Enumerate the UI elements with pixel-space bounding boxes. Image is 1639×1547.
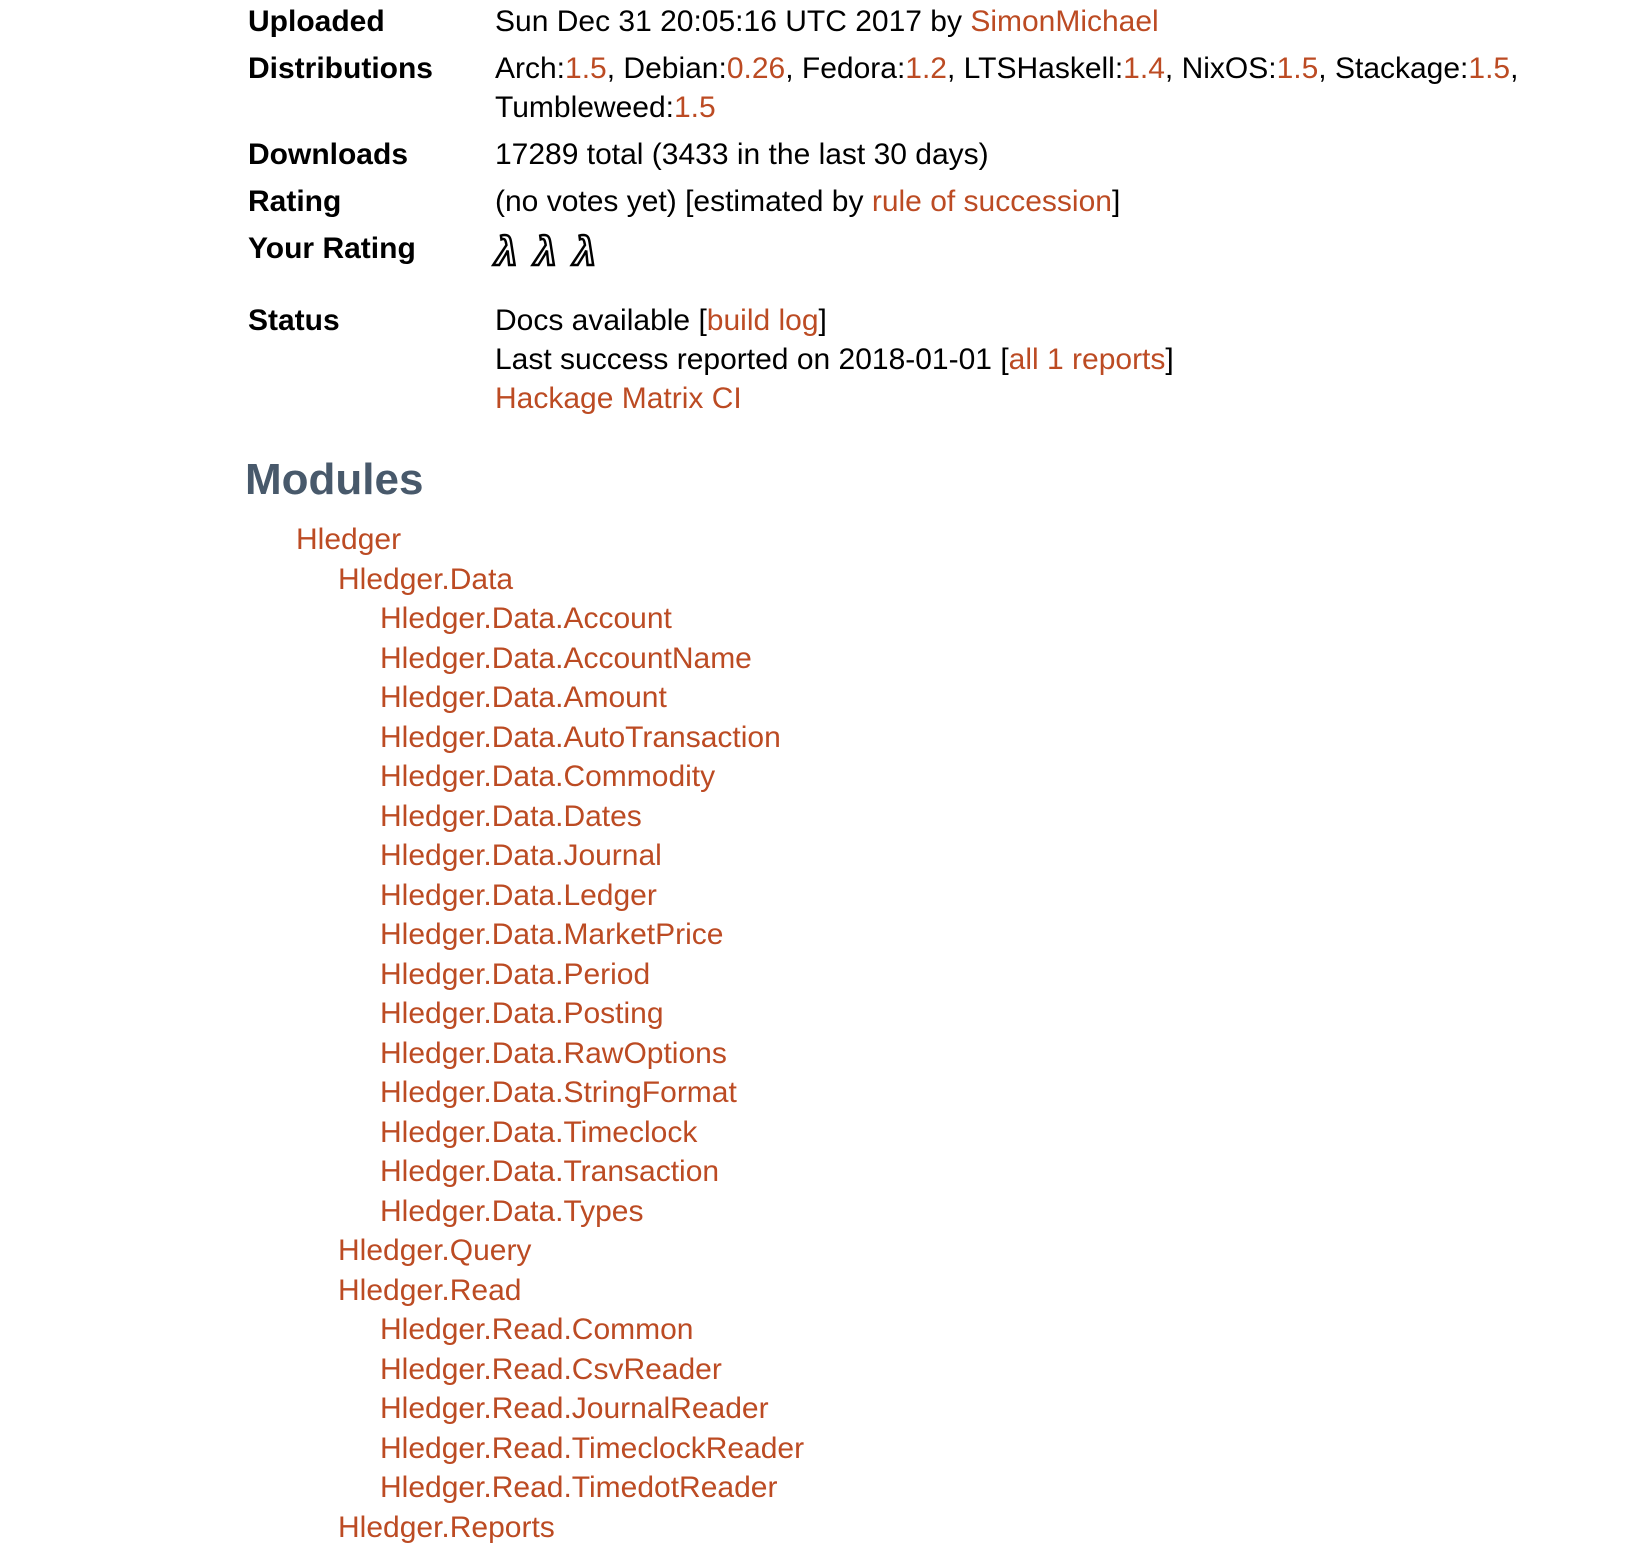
all-reports-link[interactable]: all 1 reports bbox=[1009, 343, 1166, 376]
module-link[interactable]: Hledger.Data.Period bbox=[380, 958, 650, 991]
module-link[interactable]: Hledger.Read.TimeclockReader bbox=[380, 1432, 804, 1465]
module-row bbox=[245, 955, 1639, 995]
module-row bbox=[245, 1073, 1639, 1113]
module-tree bbox=[245, 520, 1639, 1547]
module-row bbox=[245, 836, 1639, 876]
distribution-version-link[interactable]: 0.26 bbox=[727, 52, 785, 85]
module-row bbox=[245, 1350, 1639, 1390]
module-link[interactable]: Hledger.Data.Types bbox=[380, 1195, 643, 1228]
prop-value-downloads: 17289 total (3433 in the last 30 days) bbox=[495, 135, 1555, 174]
distribution-name: NixOS: bbox=[1182, 52, 1277, 85]
rating-lambda-icon[interactable]: λ bbox=[495, 229, 517, 275]
module-link[interactable]: Hledger.Read bbox=[338, 1274, 521, 1307]
module-link[interactable]: Hledger.Read.JournalReader bbox=[380, 1392, 769, 1425]
rating-lambda-icon[interactable]: λ bbox=[534, 229, 556, 275]
module-link[interactable]: Hledger.Data.StringFormat bbox=[380, 1076, 737, 1109]
properties-table bbox=[245, 2, 1639, 418]
prop-label-downloads: Downloads bbox=[245, 135, 495, 174]
rating-text: (no votes yet) [estimated by bbox=[495, 185, 872, 218]
module-row bbox=[245, 1468, 1639, 1508]
distribution-version-link[interactable]: 1.5 bbox=[674, 91, 716, 124]
prop-label-status: Status bbox=[245, 301, 495, 418]
rule-of-succession-link[interactable]: rule of succession bbox=[872, 185, 1112, 218]
prop-label-uploaded: Uploaded bbox=[245, 2, 495, 41]
prop-value-status bbox=[495, 301, 1555, 418]
module-row bbox=[245, 1271, 1639, 1311]
module-link[interactable]: Hledger.Data.Amount bbox=[380, 681, 667, 714]
rating-lambda-icon[interactable]: λ bbox=[574, 229, 596, 275]
module-row bbox=[245, 1192, 1639, 1232]
status-line-docs bbox=[495, 301, 1555, 340]
module-row bbox=[245, 915, 1639, 955]
module-row bbox=[245, 599, 1639, 639]
distribution-version-link[interactable]: 1.5 bbox=[1277, 52, 1319, 85]
module-row bbox=[245, 1429, 1639, 1469]
module-link[interactable]: Hledger.Data.RawOptions bbox=[380, 1037, 727, 1070]
module-link[interactable]: Hledger.Read.CsvReader bbox=[380, 1353, 722, 1386]
status-line-success bbox=[495, 340, 1555, 379]
your-rating-widget bbox=[495, 229, 1555, 279]
distribution-version-link[interactable]: 1.4 bbox=[1123, 52, 1165, 85]
module-link[interactable]: Hledger bbox=[296, 523, 401, 556]
module-row bbox=[245, 718, 1639, 758]
prop-value-distributions: Arch:1.5, Debian:0.26, Fedora:1.2, LTSHaskell:1.4, NixOS:1.5, Stackage:1.5, Tumbleweed:1.5 bbox=[495, 49, 1555, 127]
uploader-link[interactable]: SimonMichael bbox=[970, 5, 1158, 38]
status-success-suffix: ] bbox=[1165, 343, 1173, 376]
module-row bbox=[245, 994, 1639, 1034]
module-link[interactable]: Hledger.Data.AccountName bbox=[380, 642, 752, 675]
module-row bbox=[245, 1231, 1639, 1271]
module-link[interactable]: Hledger.Data.AutoTransaction bbox=[380, 721, 781, 754]
module-link[interactable]: Hledger.Data.Timeclock bbox=[380, 1116, 697, 1149]
module-row bbox=[245, 797, 1639, 837]
status-docs-suffix: ] bbox=[819, 304, 827, 337]
module-row bbox=[245, 1508, 1639, 1547]
distribution-name: Debian: bbox=[623, 52, 726, 85]
module-row bbox=[245, 1034, 1639, 1074]
module-link[interactable]: Hledger.Data.Account bbox=[380, 602, 672, 635]
status-docs-text: Docs available [ bbox=[495, 304, 707, 337]
distribution-name: Arch: bbox=[495, 52, 565, 85]
distribution-name: Fedora: bbox=[802, 52, 905, 85]
module-link[interactable]: Hledger.Data bbox=[338, 563, 513, 596]
module-link[interactable]: Hledger.Read.TimedotReader bbox=[380, 1471, 777, 1504]
status-success-text: Last success reported on 2018-01-01 [ bbox=[495, 343, 1009, 376]
module-row bbox=[245, 1113, 1639, 1153]
distribution-name: LTSHaskell: bbox=[964, 52, 1124, 85]
prop-value-uploaded bbox=[495, 2, 1555, 41]
status-line-matrix bbox=[495, 379, 1555, 418]
distribution-version-link[interactable]: 1.5 bbox=[565, 52, 607, 85]
module-row bbox=[245, 876, 1639, 916]
module-link[interactable]: Hledger.Data.Ledger bbox=[380, 879, 657, 912]
rating-text-suffix: ] bbox=[1112, 185, 1120, 218]
module-row bbox=[245, 1310, 1639, 1350]
module-link[interactable]: Hledger.Data.Posting bbox=[380, 997, 664, 1030]
module-row bbox=[245, 560, 1639, 600]
distribution-version-link[interactable]: 1.2 bbox=[905, 52, 947, 85]
module-row bbox=[245, 1152, 1639, 1192]
distribution-name: Tumbleweed: bbox=[495, 91, 674, 124]
prop-value-rating bbox=[495, 182, 1555, 221]
module-link[interactable]: Hledger.Data.Dates bbox=[380, 800, 642, 833]
module-link[interactable]: Hledger.Query bbox=[338, 1234, 531, 1267]
module-link[interactable]: Hledger.Data.Commodity bbox=[380, 760, 715, 793]
module-row bbox=[245, 678, 1639, 718]
build-log-link[interactable]: build log bbox=[707, 304, 819, 337]
module-row bbox=[245, 1389, 1639, 1429]
module-link[interactable]: Hledger.Data.Transaction bbox=[380, 1155, 719, 1188]
distribution-version-link[interactable]: 1.5 bbox=[1468, 52, 1510, 85]
hackage-matrix-ci-link[interactable]: Hackage Matrix CI bbox=[495, 382, 742, 415]
uploaded-text: Sun Dec 31 20:05:16 UTC 2017 by bbox=[495, 5, 970, 38]
modules-heading: Modules bbox=[245, 454, 1639, 506]
distribution-name: Stackage: bbox=[1335, 52, 1468, 85]
prop-label-rating: Rating bbox=[245, 182, 495, 221]
module-link[interactable]: Hledger.Reports bbox=[338, 1511, 555, 1544]
module-link[interactable]: Hledger.Read.Common bbox=[380, 1313, 694, 1346]
module-row bbox=[245, 520, 1639, 560]
prop-label-your-rating: Your Rating bbox=[245, 229, 495, 279]
module-link[interactable]: Hledger.Data.Journal bbox=[380, 839, 662, 872]
module-link[interactable]: Hledger.Data.MarketPrice bbox=[380, 918, 723, 951]
prop-label-distributions: Distributions bbox=[245, 49, 495, 127]
module-row bbox=[245, 757, 1639, 797]
module-row bbox=[245, 639, 1639, 679]
